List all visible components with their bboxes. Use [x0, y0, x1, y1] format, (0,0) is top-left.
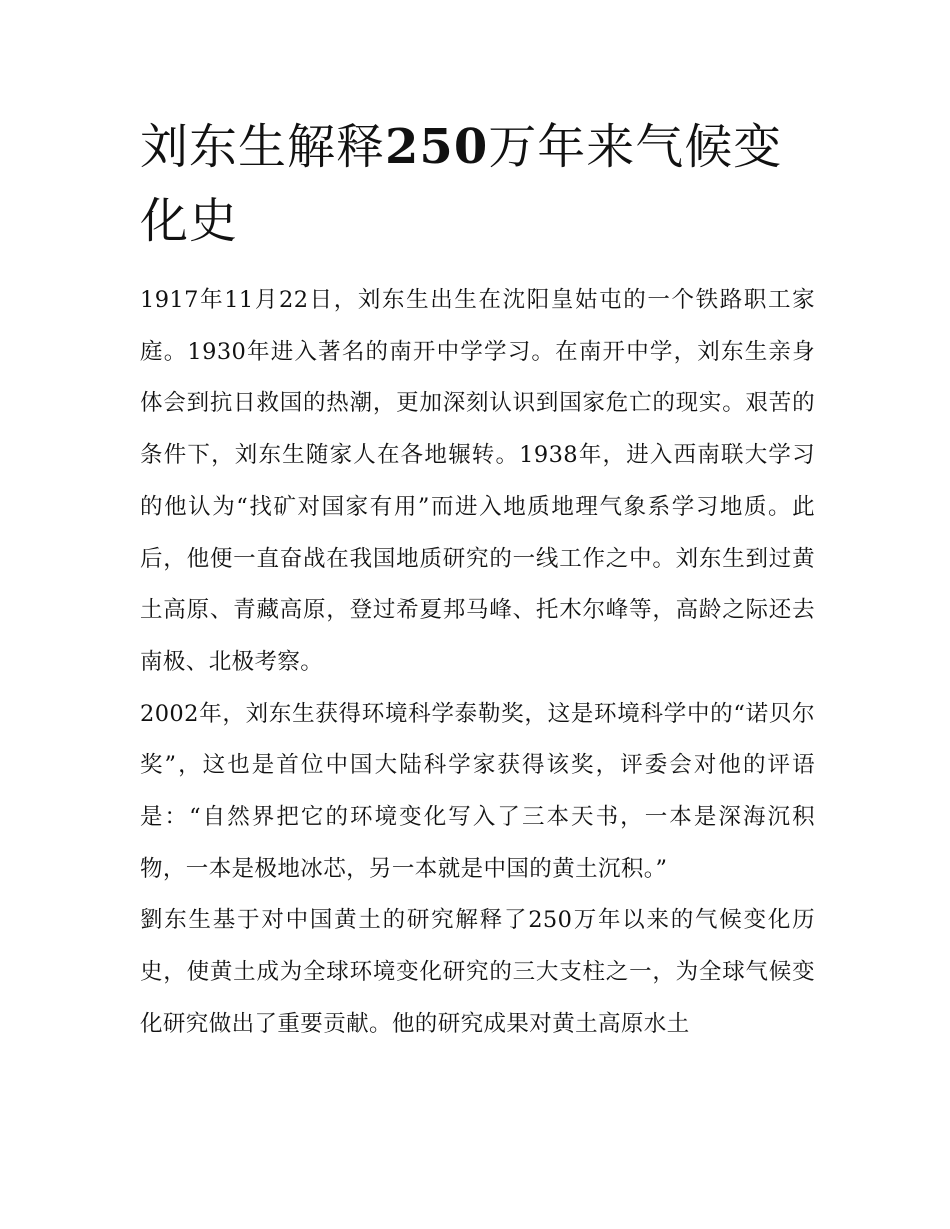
paragraph-tyler-prize: 2002年，刘东生获得环境科学泰勒奖，这是环境科学中的“诺贝尔奖”，这也是首位中国大陆科学家获得该奖，评委会对他的评语是：“自然界把它的环境变化写入了三本天书，一本是深海沉积物，一本是极地冰芯，另一本就是中国的黄土沉积。” — [140, 700, 815, 882]
document-title — [140, 110, 820, 258]
paragraph-loess-research: 劉东生基于对中国黄土的研究解释了250万年以来的气候变化历史，使黄土成为全球环境变化研究的三大支柱之一，为全球气候变化研究做出了重要贡献。他的研究成果对黄土高原水土 — [140, 907, 815, 1037]
title-text-part2: 万年来气候变化史 — [140, 119, 783, 249]
document-body — [140, 275, 815, 1051]
paragraph-biography: 1917年11月22日，刘东生出生在沈阳皇姑屯的一个铁路职工家庭。1930年进入著名的南开中学学习。在南开中学，刘东生亲身体会到抗日救国的热潮，更加深刻认识到国家危亡的现实。艰苦的条件下，刘东生随家人在各地辗转。1938年，进入西南联大学习的他认为“找矿对国家有用”而进入地质地理气象系学习地质。此后，他便一直奋战在我国地质研究的一线工作之中。刘东生到过黄土高原、青藏高原，登过希夏邦马峰、托木尔峰等，高龄之际还去南极、北极考察。 — [140, 287, 815, 675]
title-number: 250 — [385, 119, 489, 175]
title-text-part1: 刘东生解释 — [140, 119, 386, 175]
